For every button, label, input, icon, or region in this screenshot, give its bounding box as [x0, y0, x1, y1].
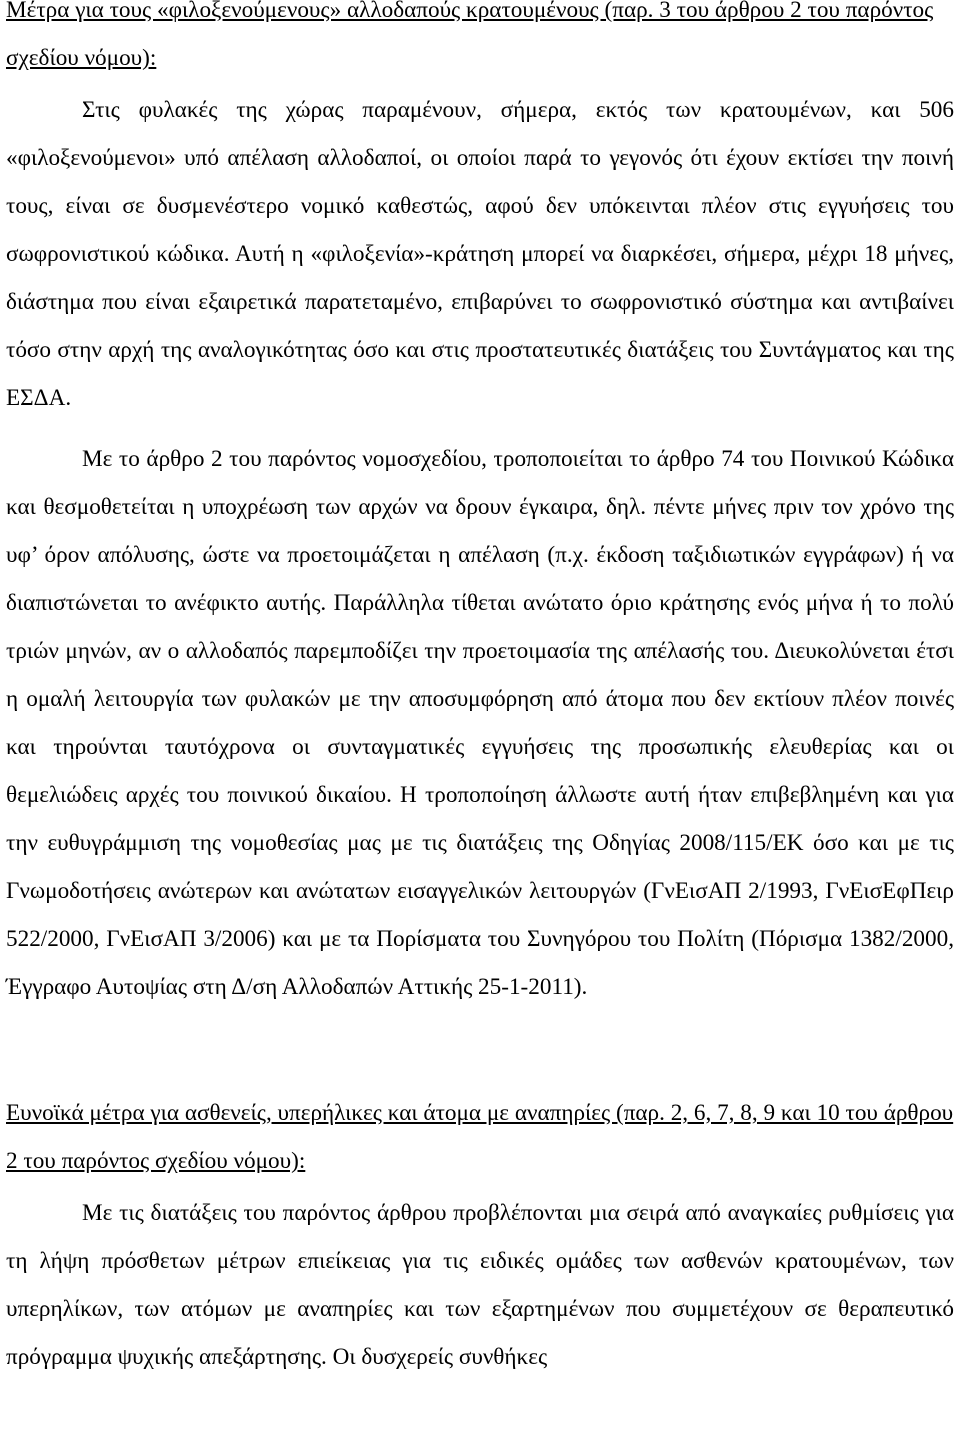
section-heading-foreign-detainees: Μέτρα για τους «φιλοξενούμενους» αλλοδαπούς κρατουμένους (παρ. 3 του άρθρου 2 του παρόντος σχεδίου νόμου):	[6, 0, 934, 71]
section-spacer	[6, 1011, 954, 1089]
paragraph-detention-situation: Στις φυλακές της χώρας παραμένουν, σήμερα, εκτός των κρατουμένων, και 506 «φιλοξενούμενοι» υπό απέλαση αλλοδαποί, οι οποίοι παρά το γεγονός ότι έχουν εκτίσει την ποινή τους, είναι σε δυσμενέστερο νομικό καθεστώς, αφού δεν υπόκεινται πλέον στις εγγυήσεις του σωφρονιστικού κώδικα. Αυτή η «φιλοξενία»-κράτηση μπορεί να διαρκέσει, σήμερα, μέχρι 18 μήνες, διάστημα που είναι εξαιρετικά παρατεταμένο, επιβαρύνει το σωφρονιστικό σύστημα και αντιβαίνει τόσο στην αρχή της αναλογικότητας όσο και στις προστατευτικές διατάξεις του Συντάγματος και της ΕΣΔΑ.	[6, 97, 954, 411]
document-page	[6, 0, 954, 1381]
section-heading-favorable-measures: Ευνοϊκά μέτρα για ασθενείς, υπερήλικες και άτομα με αναπηρίες (παρ. 2, 6, 7, 8, 9 και 10 του άρθρου 2 του παρόντος σχεδίου νόμου):	[6, 1100, 954, 1174]
paragraph-special-groups: Με τις διατάξεις του παρόντος άρθρου προβλέπονται μια σειρά από αναγκαίες ρυθμίσεις για τη λήψη πρόσθετων μέτρων επιείκειας για τις ειδικές ομάδες των ασθενών κρατουμένων, των υπερηλίκων, των ατόμων με αναπηρίες και των εξαρτημένων που συμμετέχουν σε θεραπευτικό πρόγραμμα ψυχικής απεξάρτησης. Οι δυσχερείς συνθήκες	[6, 1200, 954, 1370]
paragraph-article-2-amendment: Με το άρθρο 2 του παρόντος νομοσχεδίου, τροποποιείται το άρθρο 74 του Ποινικού Κώδικα και θεσμοθετείται η υποχρέωση των αρχών να δρουν έγκαιρα, δηλ. πέντε μήνες πριν τον χρόνο της υφ’ όρον απόλυσης, ώστε να προετοιμάζεται η απέλαση (π.χ. έκδοση ταξιδιωτικών εγγράφων) ή να διαπιστώνεται το ανέφικτο αυτής. Παράλληλα τίθεται ανώτατο όριο κράτησης ενός μήνα ή το πολύ τριών μηνών, αν ο αλλοδαπός παρεμποδίζει την προετοιμασία της απέλασής του. Διευκολύνεται έτσι η ομαλή λειτουργία των φυλακών με την αποσυμφόρηση από άτομα που δεν εκτίουν πλέον ποινές και τηρούνται ταυτόχρονα οι συνταγματικές εγγυήσεις της προσωπικής ελευθερίας και οι θεμελιώδεις αρχές του ποινικού δικαίου. Η τροποποίηση άλλωστε αυτή ήταν επιβεβλημένη και για την ευθυγράμμιση της νομοθεσίας μας με τις διατάξεις της Οδηγίας 2008/115/ΕΚ όσο και με τις Γνωμοδοτήσεις ανώτερων και ανώτατων εισαγγελικών λειτουργών (ΓνΕισΑΠ 2/1993, ΓνΕισΕφΠειρ 522/2000, ΓνΕισΑΠ 3/2006) και με τα Πορίσματα του Συνηγόρου του Πολίτη (Πόρισμα 1382/2000, Έγγραφο Αυτοψίας στη Δ/ση Αλλοδαπών Αττικής 25-1-2011).	[6, 446, 954, 1000]
